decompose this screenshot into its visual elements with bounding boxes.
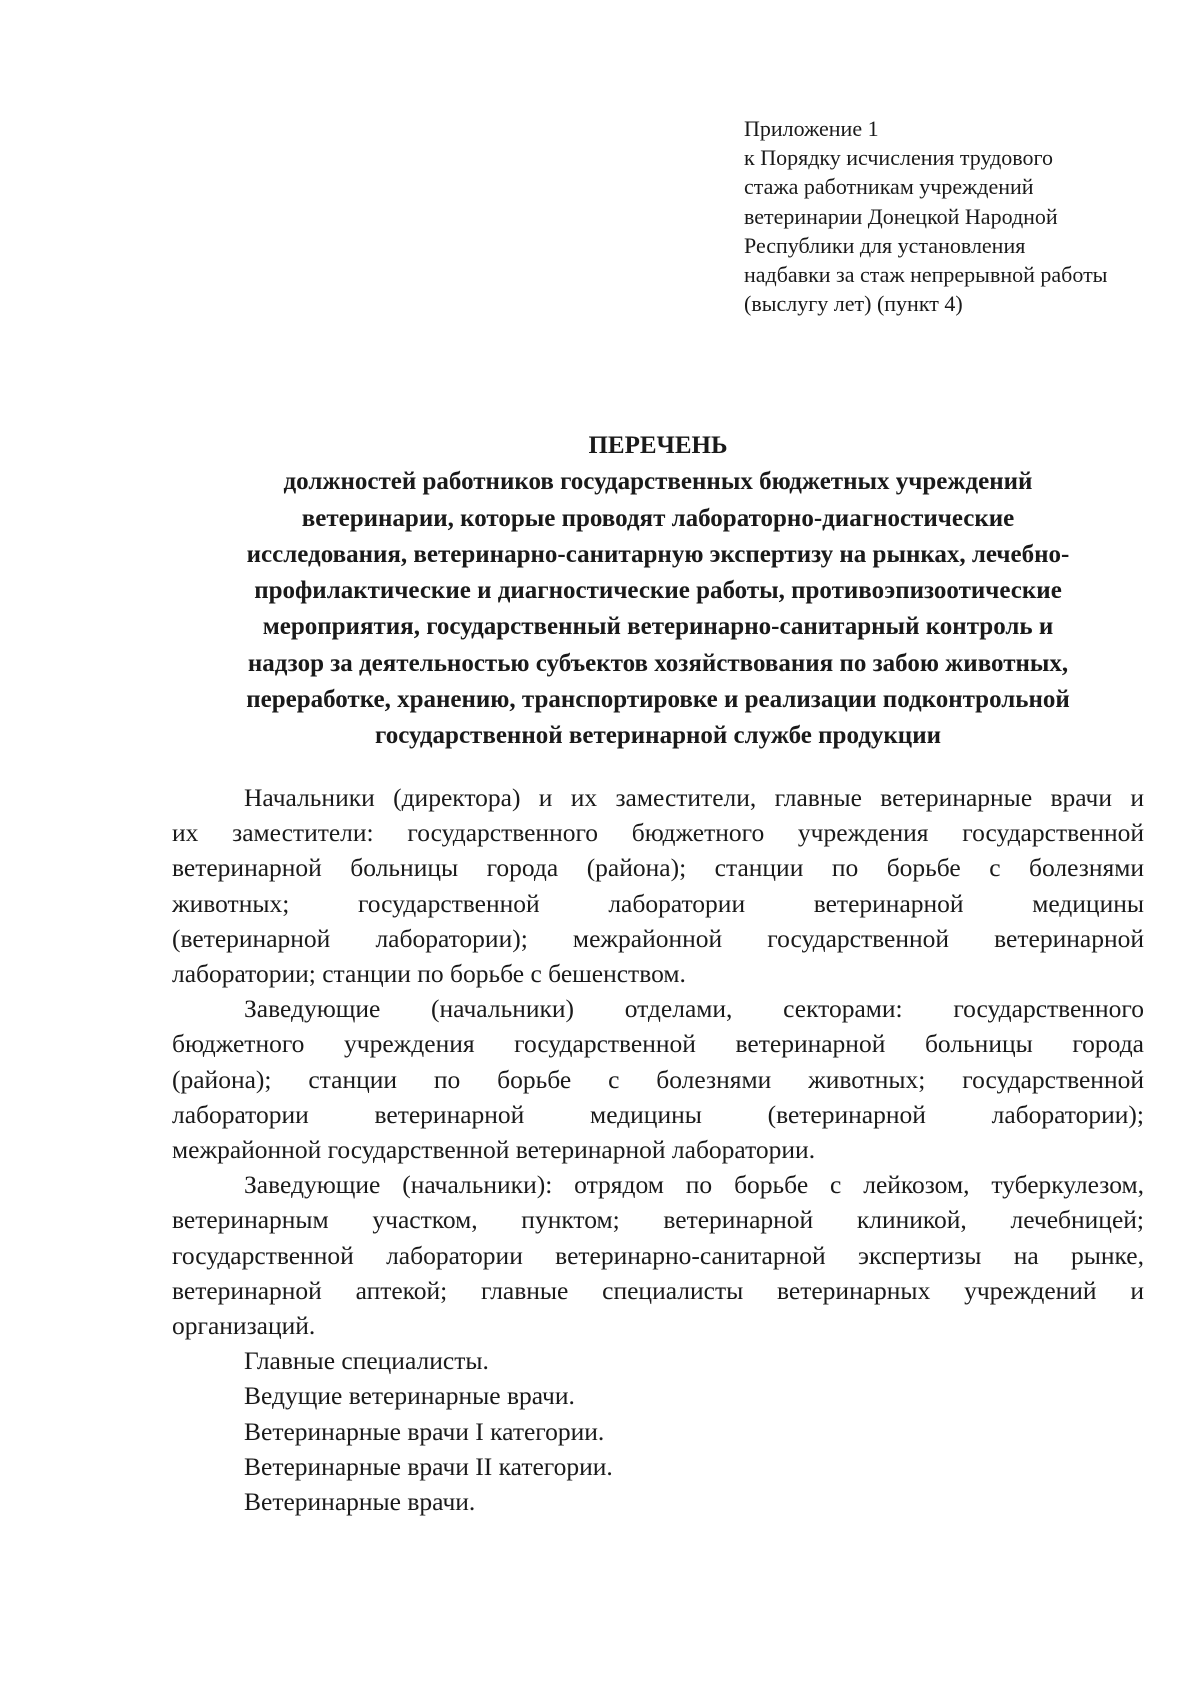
annex-line: стажа работникам учреждений [744,174,1034,200]
title-line: мероприятия, государственный ветеринарно-санитарный контроль и [262,613,1054,641]
position-item: Ветеринарные врачи II категории. [244,1451,613,1481]
document-title [172,428,1144,755]
paragraph-line: ветеринарной аптекой; главные специалисты ветеринарных учреждений и [172,1275,1144,1305]
body-paragraph-2 [172,991,1144,1167]
paragraph-line: организаций. [172,1311,316,1341]
annex-line: (выслугу лет) (пункт 4) [744,291,963,317]
paragraph-line: бюджетного учреждения государственной ветеринарной больницы города [172,1029,1144,1059]
paragraph-line: лаборатории ветеринарной медицины (ветеринарной лаборатории); [172,1099,1144,1129]
annex-header [744,114,1164,318]
position-item: Главные специалисты. [244,1346,489,1376]
paragraph-line: Заведующие (начальники) отделами, секторами: государственного [244,994,1144,1024]
position-item: Ветеринарные врачи. [244,1487,476,1517]
paragraph-line: Заведующие (начальники): отрядом по борьбе с лейкозом, туберкулезом, [244,1170,1144,1200]
document-body [172,780,1144,1519]
paragraph-line: ветеринарной больницы города (района); станции по борьбе с болезнями [172,853,1144,883]
paragraph-line: животных; государственной лаборатории ветеринарной медицины [172,888,1144,918]
title-line: государственной ветеринарной службе продукции [374,722,941,750]
paragraph-line: лаборатории; станции по борьбе с бешенством. [172,959,686,989]
paragraph-line: их заместители: государственного бюджетного учреждения государственной [172,818,1144,848]
annex-line: Приложение 1 [744,116,879,141]
paragraph-line: Начальники (директора) и их заместители, главные ветеринарные врачи и [244,783,1144,812]
title-line: профилактические и диагностические работы, противоэпизоотические [254,577,1062,605]
position-item: Ведущие ветеринарные врачи. [244,1381,575,1411]
title-heading: ПЕРЕЧЕНЬ [588,432,728,459]
annex-line: ветеринарии Донецкой Народной [744,203,1058,229]
annex-line: надбавки за стаж непрерывной работы [744,262,1108,288]
body-paragraph-1 [172,780,1144,991]
annex-line: к Порядку исчисления трудового [744,145,1053,171]
title-line: должностей работников государственных бюджетных учреждений [283,468,1033,496]
body-paragraph-3 [172,1167,1144,1343]
title-line: надзор за деятельностью субъектов хозяйствования по забою животных, [247,649,1069,677]
paragraph-line: ветеринарным участком, пунктом; ветеринарной клиникой, лечебницей; [172,1205,1144,1235]
paragraph-line: (ветеринарной лаборатории); межрайонной государственной ветеринарной [172,923,1144,953]
paragraph-line: (района); станции по борьбе с болезнями животных; государственной [172,1064,1144,1094]
paragraph-line: государственной лаборатории ветеринарно-санитарной экспертизы на рынке, [172,1240,1144,1270]
title-line: ветеринарии, которые проводят лабораторно-диагностические [301,504,1015,532]
title-line: исследования, ветеринарно-санитарную экспертизу на рынках, лечебно- [246,540,1070,568]
title-line: переработке, хранению, транспортировке и реализации подконтрольной [246,686,1070,714]
paragraph-line: межрайонной государственной ветеринарной лаборатории. [172,1135,816,1165]
annex-line: Республики для установления [744,232,1026,258]
position-item: Ветеринарные врачи I категории. [244,1416,605,1446]
